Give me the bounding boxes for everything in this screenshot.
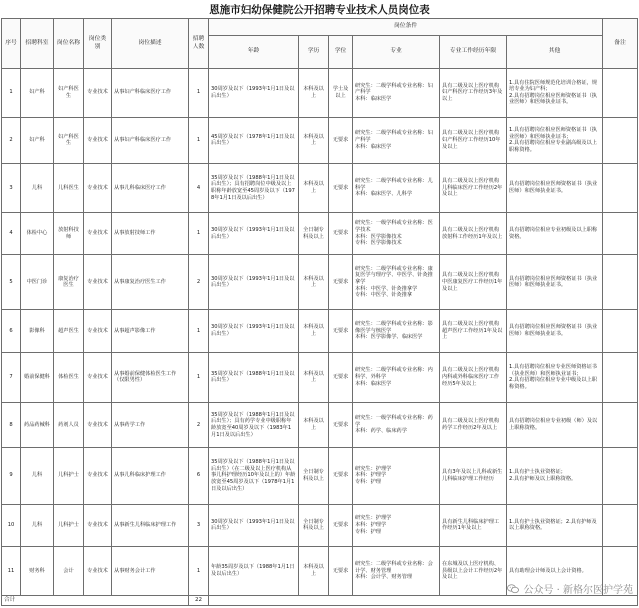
cell-age: 35周岁及以下（1988年1月1日及以后出生）；具有招聘岗位中级及以上职称年龄放宽至45周岁及以下（1978年1月1日及以后出生） xyxy=(209,164,299,213)
header-desc: 岗位描述 xyxy=(112,19,189,69)
total-filler xyxy=(209,595,638,605)
cell-other: 1.具有护士执业资格证；2.具有护师及以上职称资格。 xyxy=(507,504,603,547)
cell-post: 儿科医生 xyxy=(54,164,84,213)
cell-exp: 在东城及以上医疗机构、县级以上会计工作经历2年及以上 xyxy=(440,547,507,596)
cell-count: 4 xyxy=(189,164,209,213)
cell-edu: 本科及以上 xyxy=(299,310,329,353)
cell-other: 1.具有招聘岗位相应专业医师资格证书（执业医师）和医师执业证书； 2.具有招聘岗位相应专业中级及以上职称资格。 xyxy=(507,352,603,403)
cell-desc: 从事新生儿科临床护理工作 xyxy=(112,504,189,547)
cell-dept: 药品药械科 xyxy=(21,403,54,448)
table-row xyxy=(2,117,638,164)
cell-edu: 全日制专科及以上 xyxy=(299,504,329,547)
table-row xyxy=(2,504,638,547)
cell-exp: 具有新生儿科临床护理工作经历1年及以上 xyxy=(440,504,507,547)
cell-age: 45周岁及以下（1978年1月1日及以后出生） xyxy=(209,117,299,164)
cell-degree: 无要求 xyxy=(329,403,353,448)
cell-count: 6 xyxy=(189,447,209,504)
cell-count: 1 xyxy=(189,547,209,596)
cell-degree: 学士及以上 xyxy=(329,69,353,118)
cell-note xyxy=(603,255,638,310)
cell-type: 专业技术 xyxy=(84,447,112,504)
header-edu: 学历 xyxy=(299,36,329,69)
cell-age: 35周岁及以下（1988年1月1日及以后出生） xyxy=(209,352,299,403)
total-label: 合计 xyxy=(2,595,189,605)
cell-exp: 具有二级及以上医疗机构放射科工作经历1年及以上 xyxy=(440,212,507,255)
cell-other: 具有招聘岗位相应专业初级及以上职称资格。 xyxy=(507,212,603,255)
cell-count: 1 xyxy=(189,117,209,164)
cell-degree: 无要求 xyxy=(329,164,353,213)
cell-note xyxy=(603,352,638,403)
cell-note xyxy=(603,164,638,213)
cell-type: 专业技术 xyxy=(84,352,112,403)
cell-age: 30周岁及以下（1993年1月1日及以后出生） xyxy=(209,255,299,310)
cell-dept: 儿科 xyxy=(21,164,54,213)
cell-exp: 具有二级及以上医疗机构内科或外科临床医疗工作经历5年及以上 xyxy=(440,352,507,403)
cell-dept: 妇产科 xyxy=(21,117,54,164)
cell-degree: 无要求 xyxy=(329,310,353,353)
cell-edu: 本科及以上 xyxy=(299,547,329,596)
cell-dept: 儿科 xyxy=(21,447,54,504)
watermark xyxy=(507,581,633,596)
cell-post: 康复治疗医生 xyxy=(54,255,84,310)
table-row xyxy=(2,403,638,448)
cell-count: 1 xyxy=(189,212,209,255)
table-row xyxy=(2,164,638,213)
cell-note xyxy=(603,447,638,504)
cell-no: 10 xyxy=(2,504,21,547)
cell-degree: 无要求 xyxy=(329,504,353,547)
table-row xyxy=(2,69,638,118)
cell-exp: 具有3年及以上儿科或新生儿科临床护理工作经历 xyxy=(440,447,507,504)
cell-type: 专业技术 xyxy=(84,117,112,164)
cell-exp: 具有二级及以上医疗机构妇产科医疗工作经历10年及以上 xyxy=(440,117,507,164)
cell-exp: 具有二级及以上医疗机构儿科临床医疗工作经历2年及以上 xyxy=(440,164,507,213)
cell-major: 研究生：护理学 本科：护理学 专科：护理 xyxy=(353,504,440,547)
cell-age: 30周岁及以下（1993年1月1日及以后出生） xyxy=(209,310,299,353)
cell-no: 7 xyxy=(2,352,21,403)
cell-type: 专业技术 xyxy=(84,310,112,353)
cell-no: 11 xyxy=(2,547,21,596)
header-type: 岗位类别 xyxy=(84,19,112,69)
cell-no: 8 xyxy=(2,403,21,448)
cell-exp: 具有二级及以上医疗机构中医康复医疗工作经历1年及以上 xyxy=(440,255,507,310)
table-row xyxy=(2,352,638,403)
cell-count: 3 xyxy=(189,504,209,547)
cell-degree: 无要求 xyxy=(329,117,353,164)
cell-count: 1 xyxy=(189,69,209,118)
cell-edu: 全日制专科及以上 xyxy=(299,447,329,504)
cell-dept: 财务科 xyxy=(21,547,54,596)
cell-dept: 儿科 xyxy=(21,504,54,547)
cell-edu: 本科及以上 xyxy=(299,255,329,310)
cell-dept: 婚前保健科 xyxy=(21,352,54,403)
cell-desc: 从事超声影像工作 xyxy=(112,310,189,353)
cell-count: 1 xyxy=(189,310,209,353)
cell-count: 2 xyxy=(189,255,209,310)
cell-major: 研究生：二级学科或专业名称：影像医学与核医学 本科：医学影像学、临床医学 xyxy=(353,310,440,353)
cell-note xyxy=(603,117,638,164)
cell-age: 年龄35周岁及以下（1988年1月1日及以后出生） xyxy=(209,547,299,596)
header-age: 年龄 xyxy=(209,36,299,69)
cell-edu: 本科及以上 xyxy=(299,403,329,448)
cell-no: 4 xyxy=(2,212,21,255)
cell-other: 1.具有招聘岗位相应医师资格证书（执业医师）和医师执业证书； 2.具有招聘岗位相应专业副高级及以上职称资格。 xyxy=(507,117,603,164)
cell-type: 专业技术 xyxy=(84,164,112,213)
table-row xyxy=(2,212,638,255)
cell-dept: 体检中心 xyxy=(21,212,54,255)
cell-desc: 从事妇产科临床医疗工作 xyxy=(112,69,189,118)
cell-note xyxy=(603,403,638,448)
header-major: 专业 xyxy=(353,36,440,69)
cell-no: 5 xyxy=(2,255,21,310)
cell-no: 6 xyxy=(2,310,21,353)
cell-post: 体检医生 xyxy=(54,352,84,403)
cell-count: 2 xyxy=(189,403,209,448)
cell-edu: 全日制专科及以上 xyxy=(299,212,329,255)
header-conditions: 岗位条件 xyxy=(209,19,603,36)
cell-post: 药剂人员 xyxy=(54,403,84,448)
cell-edu: 本科及以上 xyxy=(299,117,329,164)
cell-post: 超声医生 xyxy=(54,310,84,353)
table-row xyxy=(2,255,638,310)
cell-major: 研究生：二级学科或专业名称：内科学、外科学 本科：临床医学 xyxy=(353,352,440,403)
table-row xyxy=(2,310,638,353)
cell-exp: 具有二级及以上医疗机构药学工作经历2年及以上 xyxy=(440,403,507,448)
cell-type: 专业技术 xyxy=(84,547,112,596)
cell-dept: 妇产科 xyxy=(21,69,54,118)
cell-dept: 影像科 xyxy=(21,310,54,353)
cell-age: 35周岁及以下（1988年1月1日及以后出生）；具有药学专业中级职称年龄放宽至40周岁及以下（1983年1月1日及以后出生） xyxy=(209,403,299,448)
cell-degree: 无要求 xyxy=(329,352,353,403)
cell-degree: 无要求 xyxy=(329,547,353,596)
recruitment-table xyxy=(1,18,638,606)
cell-type: 专业技术 xyxy=(84,69,112,118)
cell-note xyxy=(603,310,638,353)
cell-major: 研究生：二级学科或专业名称：会计学、财务管理 本科：会计学、财务管理 xyxy=(353,547,440,596)
cell-major: 研究生：二级学科或专业名称：康复医学与理疗学、中医学、针灸推拿学 本科：中医学、针灸推拿学 专科：中医学、针灸推拿 xyxy=(353,255,440,310)
cell-desc: 从事放射技师工作 xyxy=(112,212,189,255)
cell-post: 会计 xyxy=(54,547,84,596)
cell-other: 1.具有护士执业资格证； 2.具有护师及以上职称资格。 xyxy=(507,447,603,504)
cell-other: 具有招聘岗位相应医师资格证书（执业医师）和医师执业证书。 xyxy=(507,164,603,213)
cell-post: 儿科护士 xyxy=(54,447,84,504)
header-note: 备注 xyxy=(603,19,638,69)
cell-other: 具有招聘岗位相应专业初级（师）及以上职称资格。 xyxy=(507,403,603,448)
cell-post: 妇产科医生 xyxy=(54,69,84,118)
cell-desc: 从事儿科临床护理工作 xyxy=(112,447,189,504)
cell-other: 具有招聘岗位相应医师资格证书（执业医师）和医师执业证书。 xyxy=(507,310,603,353)
cell-major: 研究生：一级学科或专业名称：医学技术 本科：医学影像技术 专科：医学影像技术 xyxy=(353,212,440,255)
table-row xyxy=(2,447,638,504)
watermark-text: 公众号 · 新格尔医护学苑 xyxy=(523,585,633,596)
cell-major: 研究生：护理学 本科：护理学 专科：护理 xyxy=(353,447,440,504)
header-degree: 学位 xyxy=(329,36,353,69)
cell-age: 30周岁及以下（1993年1月1日及以后出生） xyxy=(209,69,299,118)
cell-count: 1 xyxy=(189,352,209,403)
header-post: 岗位名称 xyxy=(54,19,84,69)
cell-degree: 无要求 xyxy=(329,212,353,255)
cell-no: 3 xyxy=(2,164,21,213)
cell-post: 放射科技师 xyxy=(54,212,84,255)
cell-desc: 从事儿科临床医疗工作 xyxy=(112,164,189,213)
cell-type: 专业技术 xyxy=(84,255,112,310)
header-count: 招聘人数 xyxy=(189,19,209,69)
cell-no: 2 xyxy=(2,117,21,164)
cell-major: 研究生：一级学科或专业名称：药学 本科：药学、临床药学 xyxy=(353,403,440,448)
cell-degree: 无要求 xyxy=(329,447,353,504)
cell-age: 35周岁及以下（1988年1月1日及以后出生）（在二级及以上医疗机构从事儿科护理经历10年及以上的）年龄放宽至45周岁及以下（1978年1月1日及以后出生） xyxy=(209,447,299,504)
cell-note xyxy=(603,69,638,118)
page-title: 恩施市妇幼保健院公开招聘专业技术人员岗位表 xyxy=(209,4,430,16)
total-count: 22 xyxy=(189,595,209,605)
cell-exp: 具有二级及以上医疗机构超声医疗工作经历1年及以上 xyxy=(440,310,507,353)
header-no: 序号 xyxy=(2,19,21,69)
cell-desc: 从事康复治疗医生工作 xyxy=(112,255,189,310)
cell-post: 妇产科医生 xyxy=(54,117,84,164)
header-other: 其他 xyxy=(507,36,603,69)
cell-type: 专业技术 xyxy=(84,212,112,255)
cell-major: 研究生：二级学科或专业名称：儿科学 本科：临床医学、儿科学 xyxy=(353,164,440,213)
cell-other: 具有招聘岗位相应医师资格证书（执业医师）和医师执业证书。 xyxy=(507,255,603,310)
cell-edu: 本科及以上 xyxy=(299,164,329,213)
cell-desc: 从事妇产科临床医疗工作 xyxy=(112,117,189,164)
wechat-icon xyxy=(507,584,519,594)
cell-other: 1.具有住院医师规范化培训合格证，规培专业为妇产科； 2.具有招聘岗位相应医师资格证书（执业医师）和医师执业证书。 xyxy=(507,69,603,118)
header-exp: 专业工作经历年限 xyxy=(440,36,507,69)
cell-other: 具有助理会计师及以上会计资格。 xyxy=(507,547,603,596)
cell-edu: 本科及以上 xyxy=(299,352,329,403)
cell-age: 30周岁及以下（1993年1月1日及以后出生） xyxy=(209,504,299,547)
cell-major: 研究生：二级学科或专业名称：妇产科学 本科：临床医学 xyxy=(353,69,440,118)
cell-type: 专业技术 xyxy=(84,504,112,547)
cell-type: 专业技术 xyxy=(84,403,112,448)
cell-edu: 本科及以上 xyxy=(299,69,329,118)
cell-desc: 从事药学工作 xyxy=(112,403,189,448)
cell-desc: 从事婚前保健体检医生工作（仅限男性） xyxy=(112,352,189,403)
cell-major: 研究生：二级学科或专业名称：妇产科学 本科：临床医学 xyxy=(353,117,440,164)
cell-dept: 中医门诊 xyxy=(21,255,54,310)
cell-no: 1 xyxy=(2,69,21,118)
cell-post: 儿科护士 xyxy=(54,504,84,547)
cell-age: 30周岁及以下（1993年1月1日及以后出生） xyxy=(209,212,299,255)
cell-note xyxy=(603,504,638,547)
cell-desc: 从事财务会计工作 xyxy=(112,547,189,596)
cell-no: 9 xyxy=(2,447,21,504)
header-dept: 招聘科室 xyxy=(21,19,54,69)
cell-note xyxy=(603,212,638,255)
cell-degree: 无要求 xyxy=(329,255,353,310)
cell-exp: 具有二级及以上医疗机构妇产科医疗工作经历3年及以上 xyxy=(440,69,507,118)
